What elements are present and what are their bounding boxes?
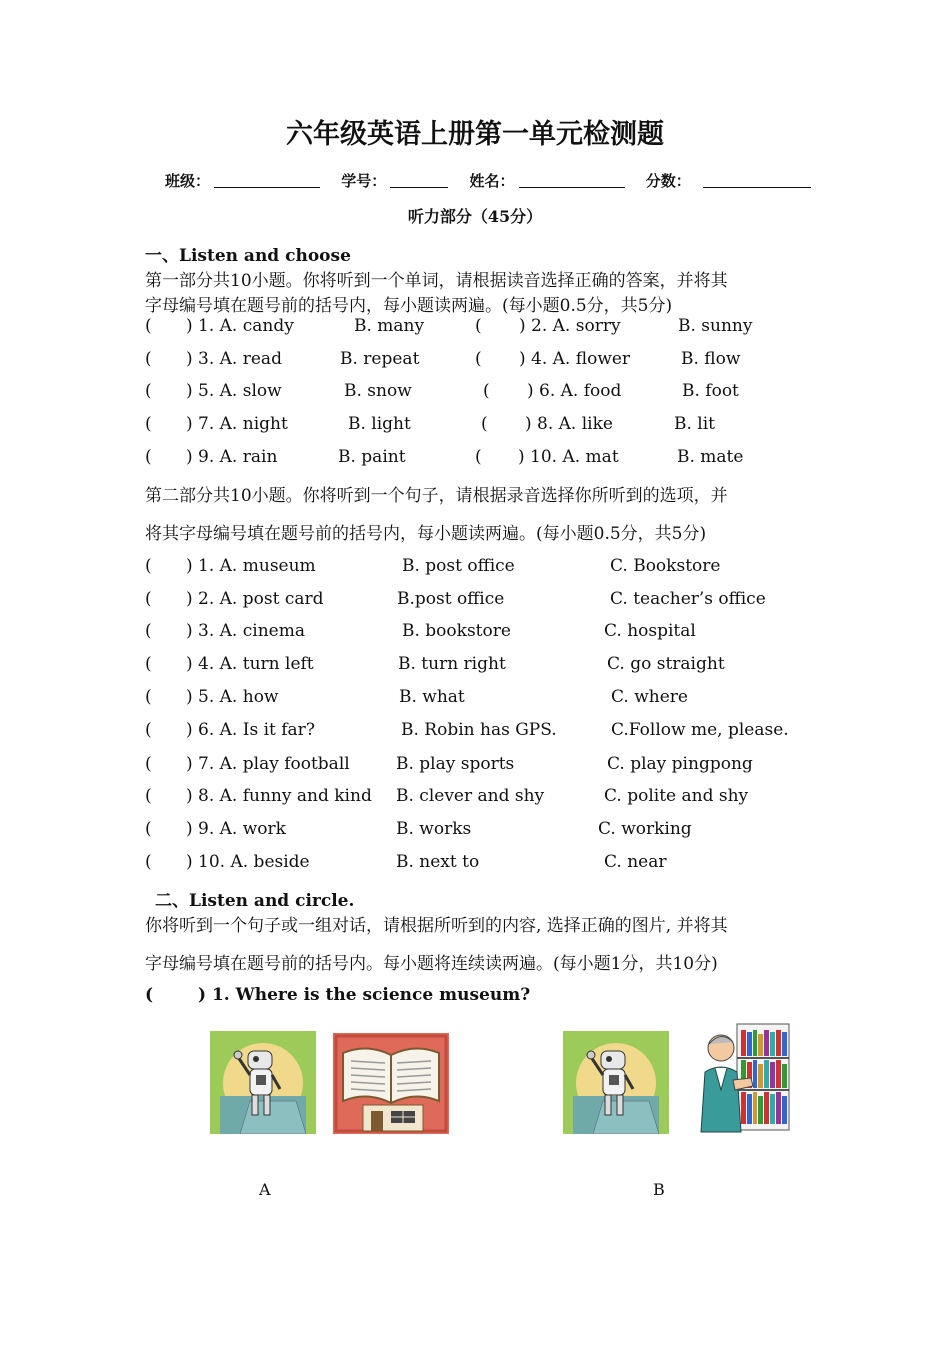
question-option: C. polite and shy [604, 786, 749, 806]
option-b-label: B [653, 1180, 665, 1199]
question-option: C. play pingpong [607, 754, 753, 774]
part2-question-1: ) 1. Where is the science museum? [198, 985, 531, 1005]
name-blank[interactable] [519, 173, 625, 188]
question-option: B. mate [677, 447, 744, 467]
question-option: B. turn right [398, 654, 506, 674]
answer-paren[interactable]: ( [145, 447, 152, 467]
number-label: 学号： [341, 172, 387, 190]
part2-heading: 二、Listen and circle. [155, 891, 355, 911]
question-option: C. working [598, 819, 692, 839]
question-option: ) 2. A. sorry [519, 316, 621, 336]
question-option: ) 6. A. food [527, 381, 622, 401]
question-option: C. near [604, 852, 667, 872]
part1b-instruction-line1: 第二部分共10小题。你将听到一个句子，请根据录音选择你所听到的选项，并 [145, 486, 728, 506]
answer-paren[interactable]: ( [145, 720, 152, 740]
question-option: ) 7. A. night [186, 414, 288, 434]
question-option: ) 5. A. how [186, 687, 279, 707]
question-option: ) 9. A. work [186, 819, 286, 839]
question-option: B. repeat [340, 349, 420, 369]
question-option: B. flow [681, 349, 741, 369]
answer-paren[interactable]: ( [145, 754, 152, 774]
question-option: ) 9. A. rain [186, 447, 278, 467]
class-label: 班级： [165, 172, 211, 190]
answer-paren[interactable]: ( [145, 589, 152, 609]
answer-paren[interactable]: ( [475, 316, 482, 336]
answer-paren[interactable]: ( [475, 349, 482, 369]
answer-paren[interactable]: ( [481, 414, 488, 434]
question-option: ) 10. A. mat [518, 447, 619, 467]
answer-paren[interactable]: ( [145, 316, 152, 336]
question-option: ) 1. A. candy [186, 316, 294, 336]
question-option: ) 5. A. slow [186, 381, 282, 401]
robot-museum-picture-b[interactable] [563, 1031, 669, 1134]
question-option: B. post office [402, 556, 515, 576]
question-option: ) 6. A. Is it far? [186, 720, 315, 740]
question-option: B. works [396, 819, 472, 839]
part1-instruction-line1: 第一部分共10小题。你将听到一个单词，请根据读音选择正确的答案，并将其 [145, 271, 728, 291]
name-label: 姓名： [469, 172, 515, 190]
question-option: ) 2. A. post card [186, 589, 324, 609]
question-option: B. play sports [396, 754, 515, 774]
answer-paren[interactable]: ( [145, 414, 152, 434]
answer-paren[interactable]: ( [145, 556, 152, 576]
question-option: B. snow [344, 381, 412, 401]
answer-paren[interactable]: ( [145, 621, 152, 641]
answer-paren[interactable]: ( [145, 687, 152, 707]
question-option: C. where [611, 687, 688, 707]
question-option: ) 7. A. play football [186, 754, 350, 774]
question-option: ) 3. A. read [186, 349, 282, 369]
option-a-label: A [259, 1180, 271, 1199]
question-option: ) 4. A. turn left [186, 654, 314, 674]
question-option: B. next to [396, 852, 480, 872]
answer-paren[interactable]: ( [145, 786, 152, 806]
answer-paren[interactable]: ( [483, 381, 490, 401]
question-option: B. sunny [678, 316, 753, 336]
answer-paren[interactable]: ( [145, 381, 152, 401]
question-option: B. what [399, 687, 465, 707]
student-info-line [165, 170, 827, 191]
part2-q1-paren: ( [145, 985, 154, 1005]
librarian-picture[interactable] [693, 1020, 791, 1134]
question-option: B.post office [397, 589, 505, 609]
question-option: B. many [354, 316, 425, 336]
question-option: C. go straight [607, 654, 725, 674]
question-option: C. Bookstore [610, 556, 721, 576]
question-option: ) 1. A. museum [186, 556, 316, 576]
question-option: B. paint [338, 447, 406, 467]
score-blank[interactable] [703, 173, 811, 188]
question-option: B. lit [674, 414, 716, 434]
robot-museum-picture-a[interactable] [210, 1031, 316, 1134]
listening-section-title: 听力部分（45分） [407, 207, 543, 226]
question-option: ) 4. A. flower [519, 349, 631, 369]
score-label: 分数： [645, 172, 691, 190]
question-option: B. clever and shy [396, 786, 545, 806]
question-option: C. hospital [604, 621, 696, 641]
question-option: C.Follow me, please. [611, 720, 789, 740]
question-option: C. teacher’s office [610, 589, 766, 609]
question-option: B. light [348, 414, 411, 434]
question-option: ) 8. A. funny and kind [186, 786, 372, 806]
part2-instruction-line2: 字母编号填在题号前的括号内。每小题将连续读两遍。(每小题1分，共10分) [145, 954, 718, 974]
question-option: ) 3. A. cinema [186, 621, 305, 641]
part2-instruction-line1: 你将听到一个句子或一组对话，请根据所听到的内容, 选择正确的图片, 并将其 [145, 916, 728, 936]
part1-instruction-line2: 字母编号填在题号前的括号内，每小题读两遍。(每小题0.5分，共5分) [145, 296, 673, 316]
question-option: ) 10. A. beside [186, 852, 310, 872]
answer-paren[interactable]: ( [145, 852, 152, 872]
class-blank[interactable] [214, 173, 320, 188]
question-option: B. foot [682, 381, 739, 401]
number-blank[interactable] [390, 173, 448, 188]
question-option: B. Robin has GPS. [401, 720, 557, 740]
answer-paren[interactable]: ( [145, 349, 152, 369]
bookstore-picture[interactable] [333, 1033, 449, 1134]
part1b-instruction-line2: 将其字母编号填在题号前的括号内，每小题读两遍。(每小题0.5分，共5分) [145, 524, 707, 544]
question-option: B. bookstore [402, 621, 511, 641]
page-title: 六年级英语上册第一单元检测题 [286, 119, 664, 150]
answer-paren[interactable]: ( [475, 447, 482, 467]
answer-paren[interactable]: ( [145, 654, 152, 674]
part1-heading: 一、Listen and choose [145, 246, 351, 266]
question-option: ) 8. A. like [525, 414, 613, 434]
answer-paren[interactable]: ( [145, 819, 152, 839]
